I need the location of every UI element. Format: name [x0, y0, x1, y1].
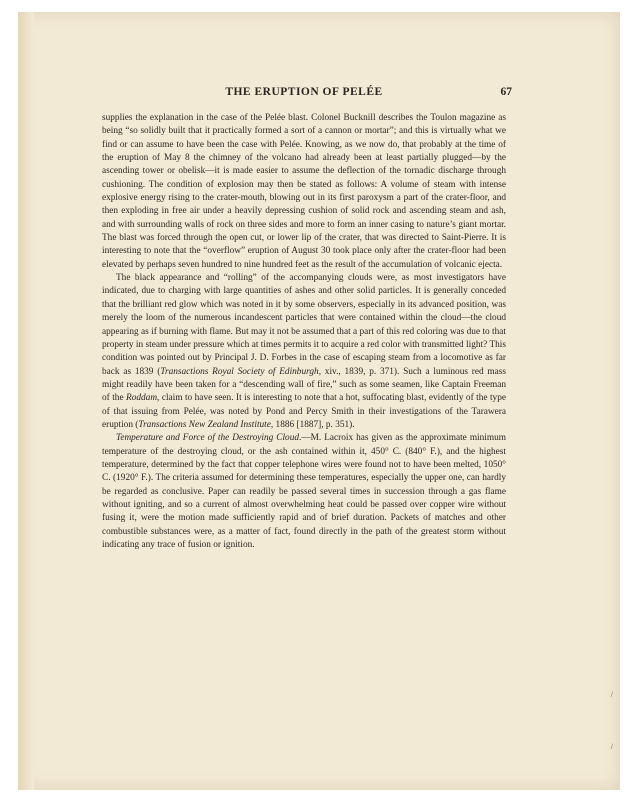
ship-name-roddam: Roddam	[126, 393, 158, 404]
paragraph-1	[102, 112, 506, 272]
page-number: 67	[500, 86, 512, 98]
paragraph-3-text: .—M. Lacroix has given as the approximate minimum temperature of the destroying cloud, or the ash contained within it, 450° C. (840° F.), and the highest temperature, determined by the fact that copper telephone wires were found not to have been melted, 1050° C. (1920° F.). The criteria assumed for determining these temperatures, especially the upper one, can hardly be regarded as conclusive. Paper can readily be passed several times in succession through a gas flame without igniting, and so a current of almost overwhelming heat could be passed over copper wire without fusing it, were the motion made sufficiently rapid and of brief duration. Packets of matches and other combustible substances were, as a matter of fact, found directly in the path of the greatest storm without indicating any trace of fusion or ignition.	[102, 433, 506, 550]
running-head: THE ERUPTION OF PELÉE	[225, 86, 383, 98]
paragraph-2-text-d: , 1886 [1887], p. 351).	[270, 419, 355, 430]
citation-transactions-new-zealand: Transactions New Zealand Institute	[138, 419, 271, 430]
paragraph-3	[102, 432, 506, 552]
paragraph-1-text: supplies the explanation in the case of the Pelée blast. Colonel Bucknill describes the Toulon magazine as being “so solidly built that it practically formed a sort of a cannon or mortar”; and this is virtually what we find or can assume to have been the case with Pelée. Knowing, as we now do, that probably at the time of the eruption of May 8 the chimney of the volcano had already been at least partially plugged—by the ascending tower or obelisk—it is made easier to assume the deflection of the tornadic discharge through cushioning. The condition of explosion may then be stated as follows: A volume of steam with intense explosive energy rising to the crater-mouth, blowing out in its first paroxysm a part of the crater-floor, and then exploding in free air under a heavily depressing cushion of solid rock and ascending steam and ash, and with surrounding walls of rock on three sides and more to form an inner casing to nature’s giant mortar. The blast was forced through the open cut, or lower lip of the crater, that was directed to Saint-Pierre. It is interesting to note that the “overflow” eruption of August 30 took place only after the crater-floor had been elevated by perhaps seven hundred to nine hundred feet as the result of the accumulation of volcanic ejecta.	[102, 113, 506, 270]
section-heading-temperature: Temperature and Force of the Destroying Cloud	[116, 433, 299, 444]
body-text	[102, 112, 506, 552]
paragraph-2-text-a: The black appearance and “rolling” of the accompanying clouds were, as most investigators have indicated, due to charging with large quantities of ashes and other solid particles. It is generally conceded that the brilliant red glow which was noted in it by some observers, especially in its advanced position, was merely the loom of the numerous incandescent particles that were contained within the cloud—the cloud appearing as if burning with flame. But may it not be assumed that a part of this red coloring was due to that property in steam under pressure which at times permits it to acquire a red color with transmitted light? This condition was pointed out by Principal J. D. Forbes in the case of escaping steam from a locomotive as far back as 1839 (	[102, 273, 506, 377]
margin-mark: /	[610, 690, 613, 699]
paragraph-2-text-c: , claim to have seen. It is interesting to note that a hot, suffocating blast, evidently of the type of that issuing from Pelée, was noted by Pond and Percy Smith in their investigations of the Tarawera eruption (	[102, 393, 506, 430]
paragraph-2	[102, 272, 506, 432]
page-spine-shadow	[18, 12, 34, 790]
page-header	[96, 86, 512, 102]
paragraph-2-text-b: , xiv., 1839, p. 371). Such a luminous red mass might readily have been taken for a “descending wall of fire,” such as some seamen, like Captain Freeman of the	[102, 366, 506, 404]
margin-mark: /	[610, 742, 613, 751]
citation-transactions-royal-society: Transactions Royal Society of Edinburgh	[160, 366, 319, 377]
